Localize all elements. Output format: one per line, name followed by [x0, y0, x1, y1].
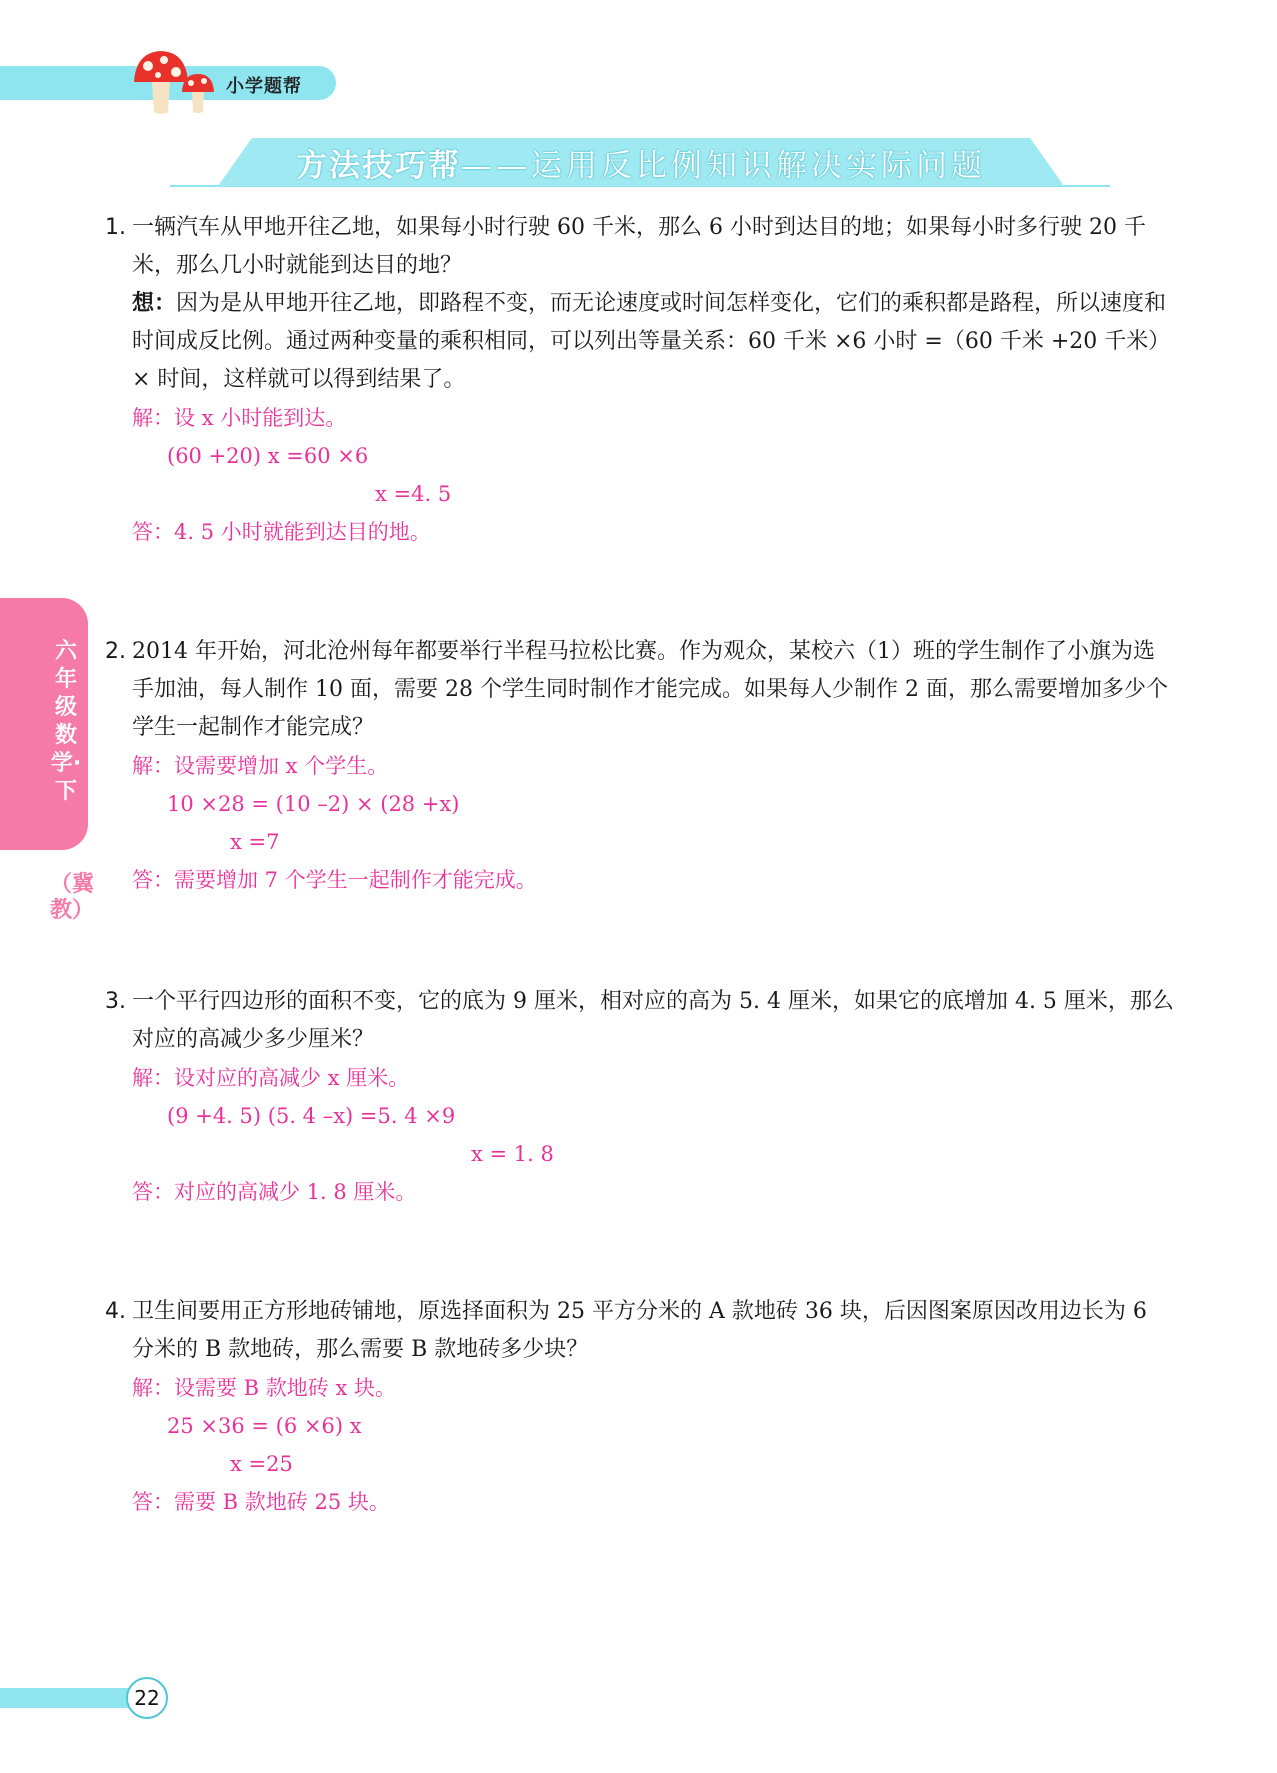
problem-text: 一辆汽车从甲地开往乙地，如果每小时行驶 60 千米，那么 6 小时到达目的地；如果每小时多行驶 20 千米，那么几小时就能到达目的地？ [132, 215, 1146, 278]
problem-number: 1. [105, 215, 126, 240]
problem-1 [105, 209, 1175, 551]
problem-3 [105, 983, 1175, 1211]
equation: (60 +20) x =60 ×6 [167, 444, 369, 468]
hint-text: 因为是从甲地开往乙地，即路程不变，而无论速度或时间怎样变化，它们的乘积都是路程，所以速度和时间成反比例。通过两种变量的乘积相同，可以列出等量关系：60 千米 ×6 小时 =（60 千米 +20 千米）× 时间，这样就可以得到结果了。 [132, 291, 1171, 392]
equation-result: x =4. 5 [375, 482, 452, 506]
answer: 答：需要 B 款地砖 25 块。 [132, 1490, 390, 1514]
answer: 答：对应的高减少 1. 8 厘米。 [132, 1180, 417, 1204]
equation-result: x =7 [230, 830, 280, 854]
problem-text: 一个平行四边形的面积不变，它的底为 9 厘米，相对应的高为 5. 4 厘米，如果它的底增加 4. 5 厘米，那么对应的高减少多少厘米？ [132, 989, 1174, 1052]
title-sub: ——运用反比例知识解决实际问题 [461, 147, 986, 184]
problem-text: 2014 年开始，河北沧州每年都要举行半程马拉松比赛。作为观众，某校六（1）班的学生制作了小旗为选手加油，每人制作 10 面，需要 28 个学生同时制作才能完成。如果每人少制作 2 面，那么需要增加多少个学生一起制作才能完成？ [132, 639, 1168, 740]
problem-number: 4. [105, 1299, 126, 1324]
equation: 25 ×36 = (6 ×6) x [167, 1414, 362, 1438]
equation-result: x =25 [230, 1452, 293, 1476]
equation-result: x = 1. 8 [471, 1142, 554, 1166]
problem-hint [132, 285, 1175, 399]
answer: 答：4. 5 小时就能到达目的地。 [132, 520, 431, 544]
solution-setup: 解：设需要 B 款地砖 x 块。 [132, 1376, 396, 1400]
problem-number: 3. [105, 989, 126, 1014]
page-title [218, 138, 1064, 186]
equation: (9 +4. 5) (5. 4 –x) =5. 4 ×9 [167, 1104, 456, 1128]
mushroom-small-icon [180, 72, 216, 114]
side-edition-label: （冀教） [50, 872, 95, 923]
title-main: 方法技巧帮 [296, 147, 461, 184]
problem-2 [105, 633, 1175, 899]
hint-label: 想： [132, 291, 177, 316]
answer: 答：需要增加 7 个学生一起制作才能完成。 [132, 868, 537, 892]
equation: 10 ×28 = (10 –2) × (28 +x) [167, 792, 460, 816]
brand-name: 小学题帮 [226, 76, 302, 97]
side-grade-label: 六年级数学·下 [50, 639, 82, 804]
problem-number: 2. [105, 639, 126, 664]
problem-4 [105, 1293, 1175, 1521]
solution-setup: 解：设对应的高减少 x 厘米。 [132, 1066, 410, 1090]
problem-text: 卫生间要用正方形地砖铺地，原选择面积为 25 平方分米的 A 款地砖 36 块，后因图案原因改用边长为 6 分米的 B 款地砖，那么需要 B 款地砖多少块？ [132, 1299, 1147, 1362]
solution-setup: 解：设需要增加 x 个学生。 [132, 754, 389, 778]
page-number: 22 [126, 1677, 168, 1719]
solution-setup: 解：设 x 小时能到达。 [132, 406, 347, 430]
